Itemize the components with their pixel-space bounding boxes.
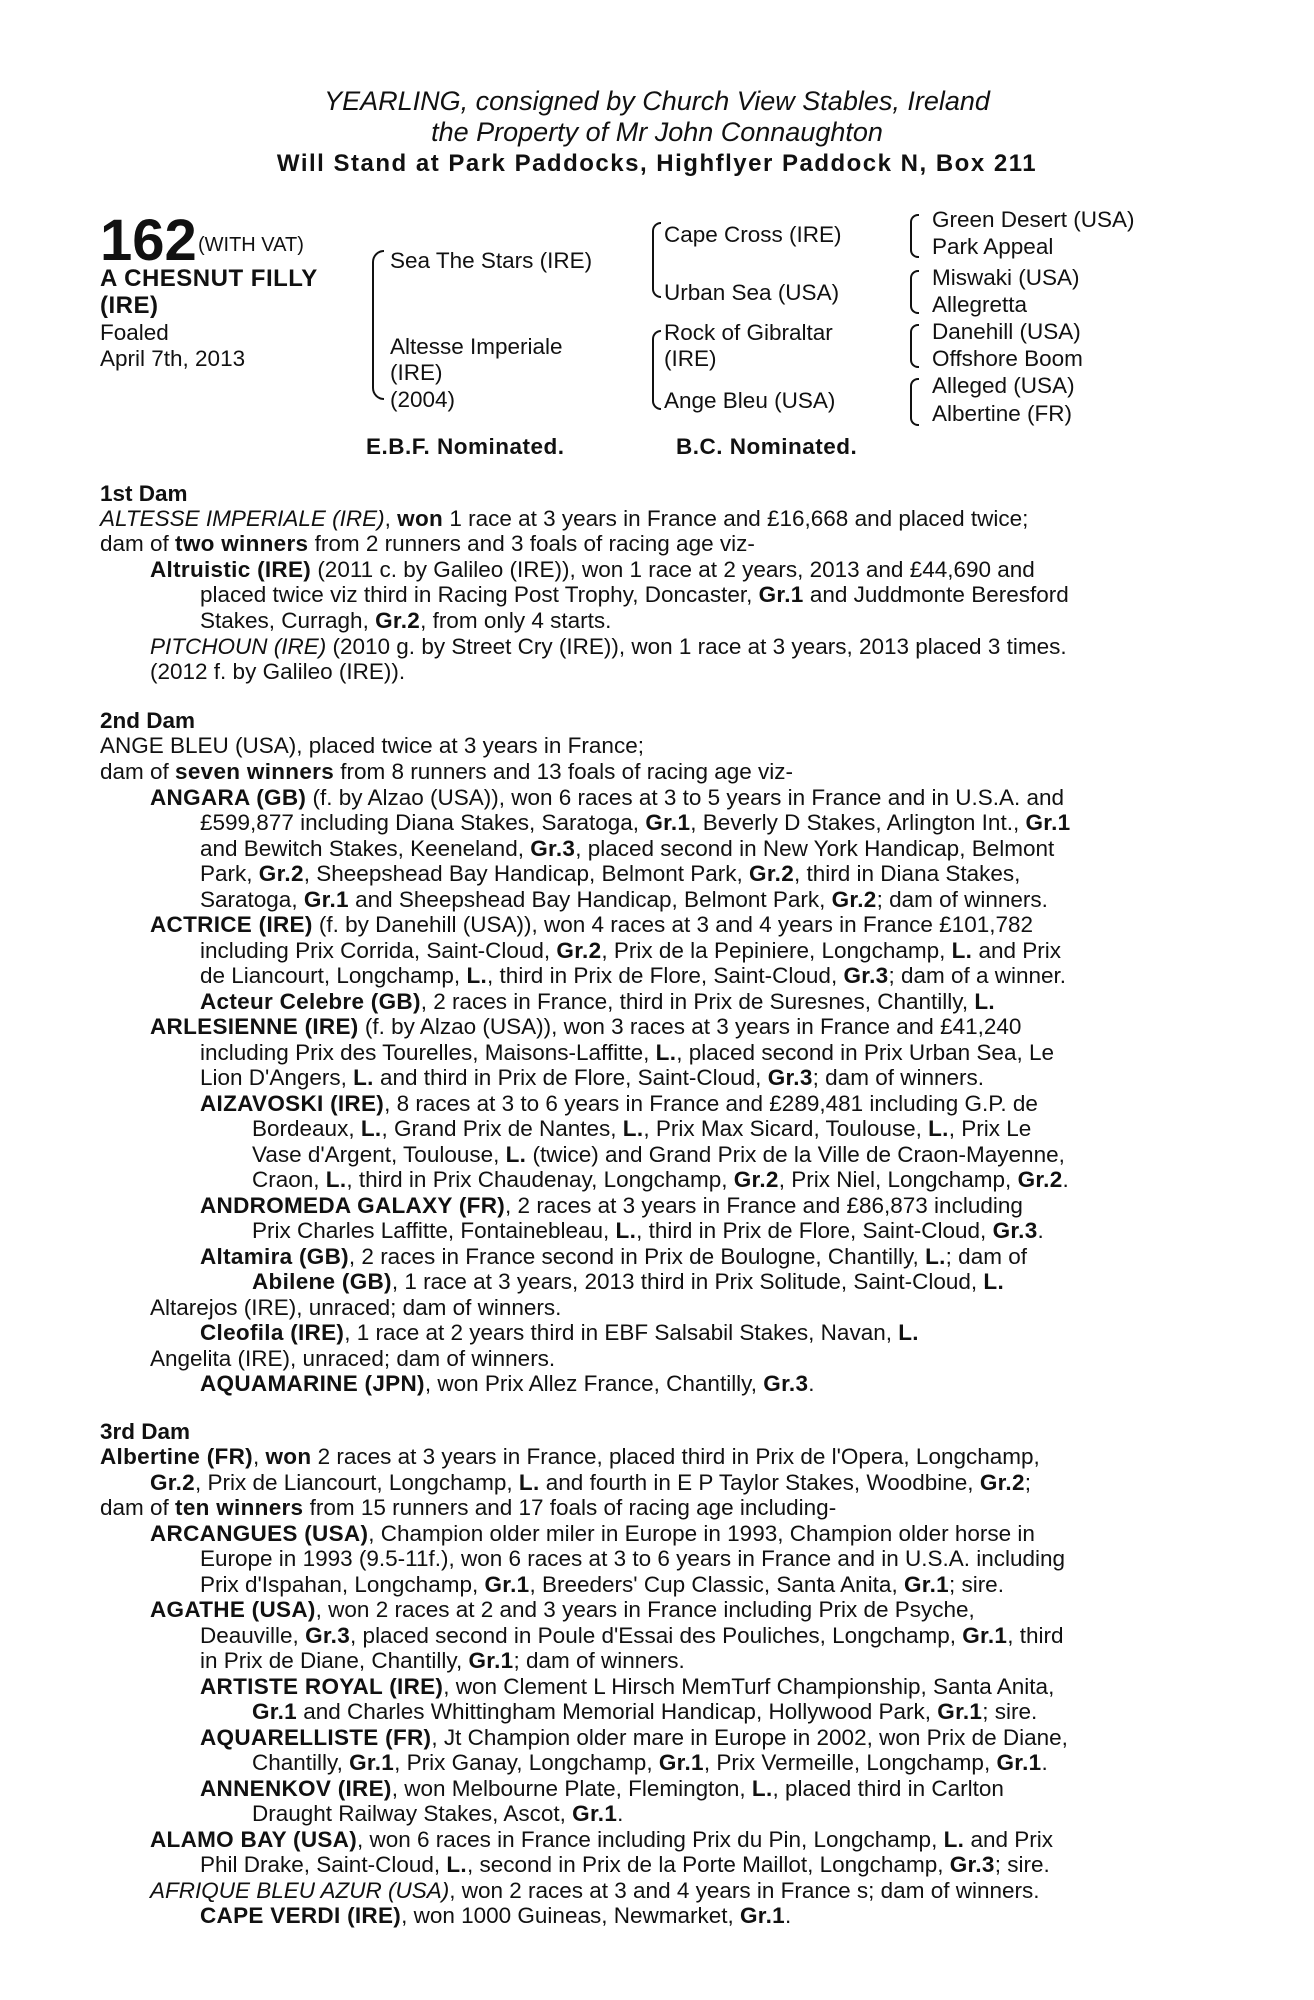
dam2-line: AQUAMARINE (JPN), won Prix Allez France, Chantilly, Gr.3. (200, 1371, 815, 1396)
dam3-line: AQUARELLISTE (FR), Jt Champion older mare in Europe in 2002, won Prix de Diane, (200, 1725, 1068, 1750)
dam3-line: AGATHE (USA), won 2 races at 2 and 3 years in France including Prix de Psyche, (150, 1597, 975, 1622)
dam1-line: ALTESSE IMPERIALE (IRE), won 1 race at 3 years in France and £16,668 and placed twice; (100, 506, 1029, 531)
dam3-line: Prix d'Ispahan, Longchamp, Gr.1, Breeders' Cup Classic, Santa Anita, Gr.1; sire. (200, 1572, 1004, 1597)
dam1-line: Stakes, Curragh, Gr.2, from only 4 starts. (200, 608, 612, 633)
ancestor-2: Park Appeal (932, 234, 1054, 259)
dam3-line: Gr.2, Prix de Liancourt, Longchamp, L. and fourth in E P Taylor Stakes, Woodbine, Gr.2; (150, 1470, 1032, 1495)
dam1-line: placed twice viz third in Racing Post Trophy, Doncaster, Gr.1 and Juddmonte Beresford (200, 582, 1069, 607)
dam-sire-origin: (IRE) (664, 346, 717, 371)
dam2-line: ANDROMEDA GALAXY (FR), 2 races at 3 years in France and £86,873 including (200, 1193, 1023, 1218)
ancestor-8: Albertine (FR) (932, 401, 1073, 426)
dam2-line: Altamira (GB), 2 races in France second in Prix de Boulogne, Chantilly, L.; dam of (200, 1244, 1027, 1269)
dam1-line: (2012 f. by Galileo (IRE)). (150, 659, 406, 684)
dam3-line: Phil Drake, Saint-Cloud, L., second in Prix de la Porte Maillot, Longchamp, Gr.3; sire. (200, 1852, 1050, 1877)
dam-origin: (IRE) (390, 360, 443, 385)
ancestor-7: Alleged (USA) (932, 373, 1075, 398)
sire-dam: Urban Sea (USA) (664, 280, 840, 305)
sire-sire: Cape Cross (IRE) (664, 222, 842, 247)
pedigree-brace-g56 (910, 324, 919, 368)
dam2-line: Saratoga, Gr.1 and Sheepshead Bay Handicap, Belmont Park, Gr.2; dam of winners. (200, 887, 1048, 912)
dam2-line: Vase d'Argent, Toulouse, L. (twice) and Grand Prix de la Ville de Craon-Mayenne, (252, 1142, 1065, 1167)
lot-number: 162 (100, 208, 197, 273)
dam2-line: ANGE BLEU (USA), placed twice at 3 years in France; (100, 733, 644, 758)
dam2-line: de Liancourt, Longchamp, L., third in Prix de Flore, Saint-Cloud, Gr.3; dam of a winner. (200, 963, 1067, 988)
ancestor-1: Green Desert (USA) (932, 207, 1135, 232)
dam3-line: ARCANGUES (USA), Champion older miler in Europe in 1993, Champion older horse in (150, 1521, 1035, 1546)
dam3-line: ARTISTE ROYAL (IRE), won Clement L Hirsch MemTurf Championship, Santa Anita, (200, 1674, 1055, 1699)
ancestor-6: Offshore Boom (932, 346, 1083, 371)
dam1-line: dam of two winners from 2 runners and 3 foals of racing age viz- (100, 531, 755, 556)
dam3-line: AFRIQUE BLEU AZUR (USA), won 2 races at 3 and 4 years in France s; dam of winners. (150, 1878, 1040, 1903)
dam2-line: Abilene (GB), 1 race at 3 years, 2013 third in Prix Solitude, Saint-Cloud, L. (252, 1269, 1005, 1294)
dam3-line: in Prix de Diane, Chantilly, Gr.1; dam of winners. (200, 1648, 685, 1673)
dam1-line: Altruistic (IRE) (2011 c. by Galileo (IRE)), won 1 race at 2 years, 2013 and £44,690 and (150, 557, 1035, 582)
section-heading-1st-dam: 1st Dam (100, 481, 188, 506)
pedigree-brace-g12 (910, 214, 919, 258)
bc-nominated: B.C. Nominated. (676, 434, 858, 459)
dam2-line: ACTRICE (IRE) (f. by Danehill (USA)), won 4 races at 3 and 4 years in France £101,782 (150, 912, 1034, 937)
ancestor-5: Danehill (USA) (932, 319, 1081, 344)
dam2-line: Bordeaux, L., Grand Prix de Nantes, L., Prix Max Sicard, Toulouse, L., Prix Le (252, 1116, 1032, 1141)
section-heading-2nd-dam: 2nd Dam (100, 708, 196, 733)
lot-description: A CHESNUT FILLY (100, 265, 318, 292)
dam3-line: Gr.1 and Charles Whittingham Memorial Handicap, Hollywood Park, Gr.1; sire. (252, 1699, 1038, 1724)
dam3-line: Deauville, Gr.3, placed second in Poule d'Essai des Pouliches, Longchamp, Gr.1, third (200, 1623, 1064, 1648)
dam3-line: Chantilly, Gr.1, Prix Ganay, Longchamp, Gr.1, Prix Vermeille, Longchamp, Gr.1. (252, 1750, 1048, 1775)
dam2-line: dam of seven winners from 8 runners and 13 foals of racing age viz- (100, 759, 794, 784)
ancestor-4: Allegretta (932, 292, 1028, 317)
dam3-line: Draught Railway Stakes, Ascot, Gr.1. (252, 1801, 624, 1826)
dam2-line: including Prix des Tourelles, Maisons-Laffitte, L., placed second in Prix Urban Sea, Le (200, 1040, 1054, 1065)
pedigree-brace-g34 (910, 270, 919, 314)
dam2-line: Lion D'Angers, L. and third in Prix de Flore, Saint-Cloud, Gr.3; dam of winners. (200, 1065, 984, 1090)
dam3-line: Albertine (FR), won 2 races at 3 years in France, placed third in Prix de l'Opera, Longchamp, (100, 1444, 1040, 1469)
pedigree-brace-main (372, 250, 384, 400)
dam-year: (2004) (390, 387, 456, 412)
dam2-line: Prix Charles Laffitte, Fontainebleau, L., third in Prix de Flore, Saint-Cloud, Gr.3. (252, 1218, 1044, 1243)
dam2-line: Acteur Celebre (GB), 2 races in France, third in Prix de Suresnes, Chantilly, L. (200, 989, 995, 1014)
dam1-line: PITCHOUN (IRE) (2010 g. by Street Cry (IRE)), won 1 race at 3 years, 2013 placed 3 times. (150, 634, 1067, 659)
dam3-line: ANNENKOV (IRE), won Melbourne Plate, Flemington, L., placed third in Carlton (200, 1776, 1004, 1801)
dam2-line: Altarejos (IRE), unraced; dam of winners. (150, 1295, 562, 1320)
dam3-line: CAPE VERDI (IRE), won 1000 Guineas, Newmarket, Gr.1. (200, 1903, 792, 1928)
pedigree-brace-g78 (910, 378, 919, 426)
dam-dam: Ange Bleu (USA) (664, 388, 836, 413)
dam2-line: ANGARA (GB) (f. by Alzao (USA)), won 6 races at 3 to 5 years in France and in U.S.A. and (150, 785, 1065, 810)
dam3-line: Europe in 1993 (9.5-11f.), won 6 races at 3 to 6 years in France and in U.S.A. including (200, 1546, 1066, 1571)
sire: Sea The Stars (IRE) (390, 248, 593, 273)
dam: Altesse Imperiale (390, 334, 563, 359)
ancestor-3: Miswaki (USA) (932, 265, 1080, 290)
header-line-3: Will Stand at Park Paddocks, Highflyer Paddock N, Box 211 (276, 150, 1038, 177)
foaled-label: Foaled (100, 320, 169, 345)
header-line-2: the Property of Mr John Connaughton (431, 117, 883, 147)
lot-description-origin: (IRE) (100, 292, 159, 319)
pedigree-brace-sire (652, 222, 661, 298)
dam2-line: AIZAVOSKI (IRE), 8 races at 3 to 6 years in France and £289,481 including G.P. de (200, 1091, 1038, 1116)
dam2-line: Park, Gr.2, Sheepshead Bay Handicap, Belmont Park, Gr.2, third in Diana Stakes, (200, 861, 1021, 886)
dam2-line: ARLESIENNE (IRE) (f. by Alzao (USA)), won 3 races at 3 years in France and £41,240 (150, 1014, 1022, 1039)
section-heading-3rd-dam: 3rd Dam (100, 1419, 191, 1444)
dam3-line: ALAMO BAY (USA), won 6 races in France including Prix du Pin, Longchamp, L. and Prix (150, 1827, 1053, 1852)
dam2-line: Angelita (IRE), unraced; dam of winners. (150, 1346, 556, 1371)
dam2-line: £599,877 including Diana Stakes, Saratoga, Gr.1, Beverly D Stakes, Arlington Int., Gr.1 (200, 810, 1071, 835)
dam2-line: Craon, L., third in Prix Chaudenay, Longchamp, Gr.2, Prix Niel, Longchamp, Gr.2. (252, 1167, 1069, 1192)
dam2-line: including Prix Corrida, Saint-Cloud, Gr.2, Prix de la Pepiniere, Longchamp, L. and Prix (200, 938, 1062, 963)
dam3-line: dam of ten winners from 15 runners and 17 foals of racing age including- (100, 1495, 837, 1520)
dam2-line: Cleofila (IRE), 1 race at 2 years third in EBF Salsabil Stakes, Navan, L. (200, 1320, 919, 1345)
vat-label: (WITH VAT) (198, 234, 304, 256)
dam-sire: Rock of Gibraltar (664, 320, 833, 345)
header-line-1: YEARLING, consigned by Church View Stables, Ireland (324, 86, 990, 116)
foaled-date: April 7th, 2013 (100, 346, 246, 371)
pedigree-brace-dam (652, 330, 661, 410)
dam2-line: and Bewitch Stakes, Keeneland, Gr.3, placed second in New York Handicap, Belmont (200, 836, 1055, 861)
ebf-nominated: E.B.F. Nominated. (366, 434, 565, 459)
